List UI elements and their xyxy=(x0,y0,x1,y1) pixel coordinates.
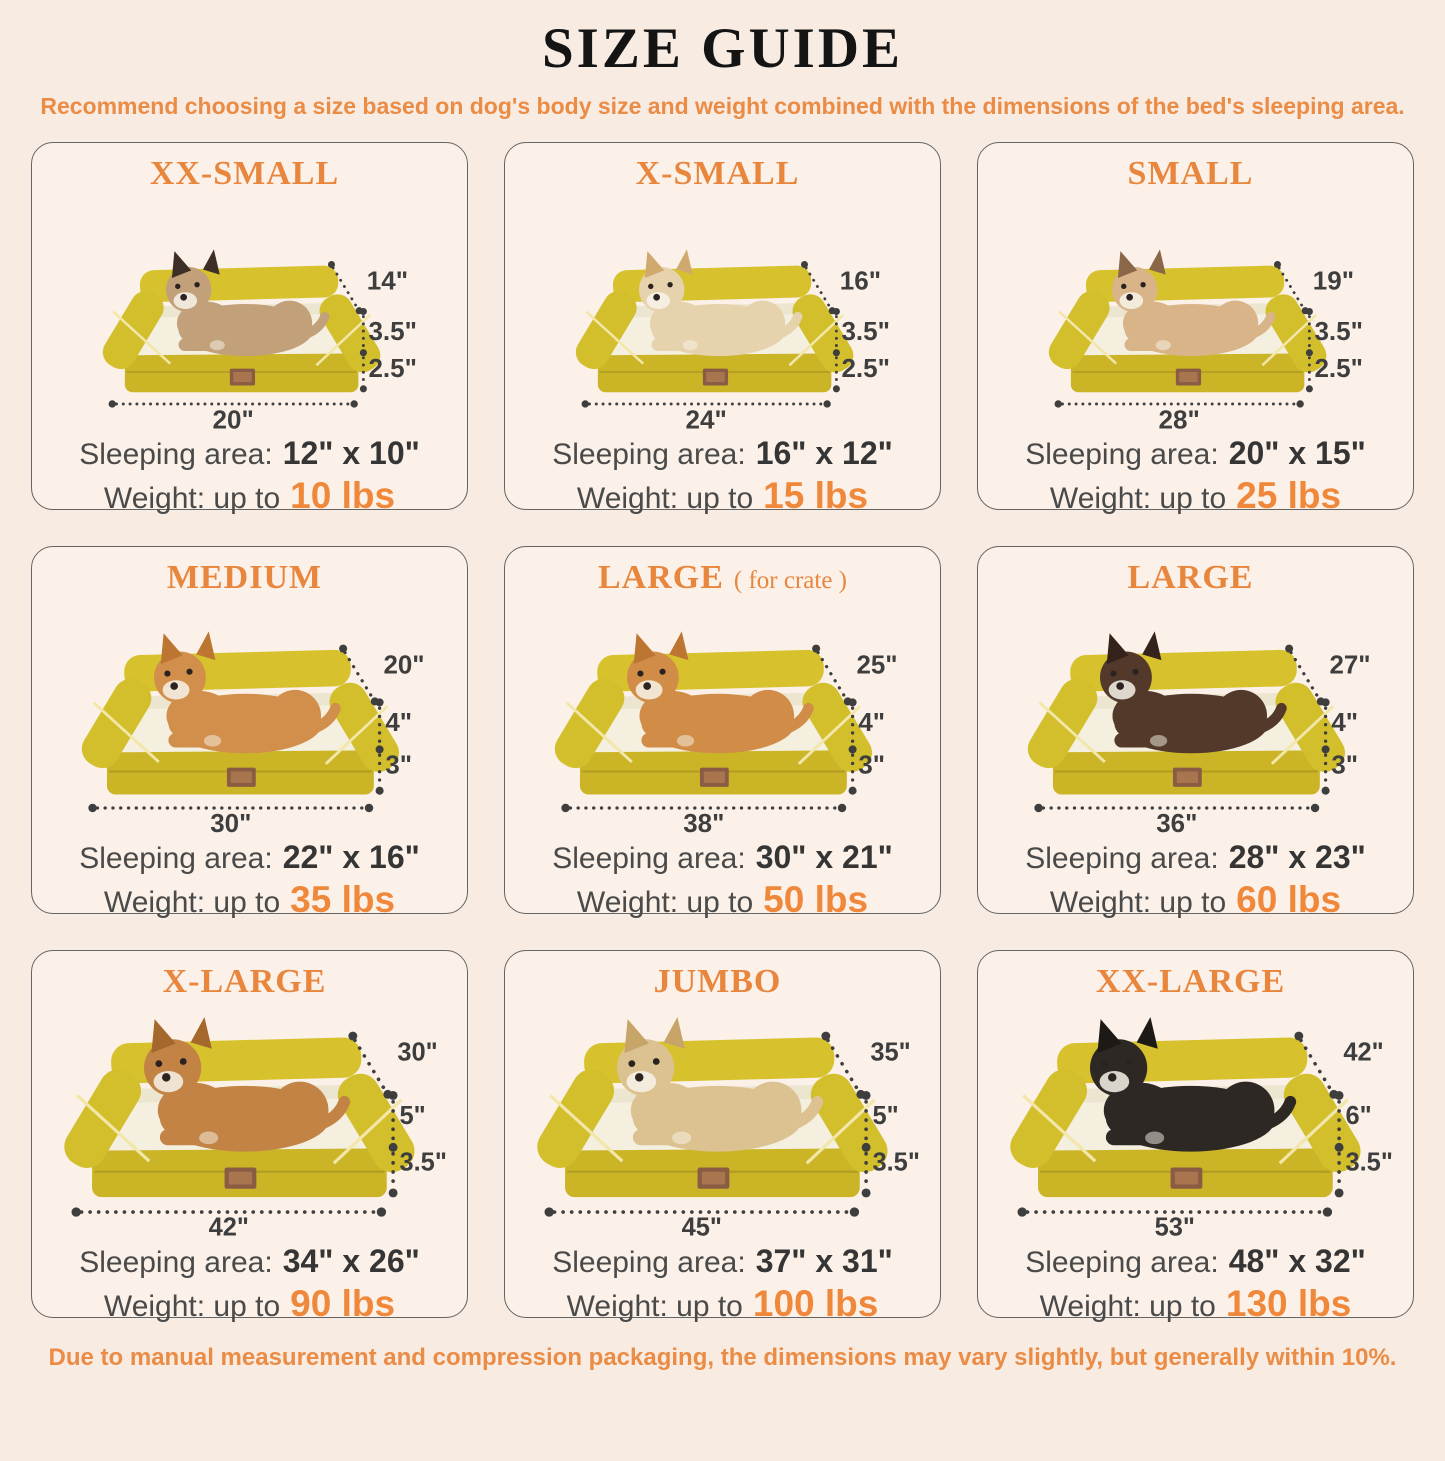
depth-dimension-label: 20" xyxy=(382,650,425,680)
base-height-label: 3" xyxy=(1330,750,1358,780)
size-card-medium xyxy=(31,546,468,920)
card-title: XX-SMALL xyxy=(149,155,340,192)
size-card-small xyxy=(977,142,1414,516)
base-height-label: 3" xyxy=(384,750,412,780)
bed-illustration xyxy=(77,229,421,435)
card-title: X-SMALL xyxy=(635,155,800,192)
bed-illustration xyxy=(32,992,467,1242)
page-title: SIZE GUIDE xyxy=(541,17,904,80)
width-dimension-label: 24" xyxy=(685,404,727,435)
bolster-height-label: 5" xyxy=(871,1101,899,1131)
weight-line: Weight: up to 15 lbs xyxy=(576,475,869,516)
bolster-height-label: 5" xyxy=(398,1101,426,1131)
width-dimension-label: 36" xyxy=(1155,808,1197,838)
weight-line: Weight: up to 50 lbs xyxy=(576,879,869,920)
sleeping-area-line: Sleeping area: 34" x 26" xyxy=(79,1243,420,1279)
size-card-large-crate xyxy=(504,546,941,920)
bolster-height-label: 3.5" xyxy=(367,316,417,346)
bolster-height-label: 3.5" xyxy=(1313,316,1363,346)
page-subtitle: Recommend choosing a size based on dog's body size and weight combined with the dimensions of the bed's sleeping area. xyxy=(40,93,1405,119)
card-title: X-LARGE xyxy=(162,963,327,1000)
card-title: LARGE xyxy=(1127,559,1254,596)
base-height-label: 2.5" xyxy=(840,353,890,383)
base-height-label: 3.5" xyxy=(398,1148,447,1178)
width-dimension-label: 30" xyxy=(209,808,251,838)
weight-line: Weight: up to 60 lbs xyxy=(1049,879,1342,920)
sleeping-area-line: Sleeping area: 20" x 15" xyxy=(1025,435,1366,471)
depth-dimension-label: 27" xyxy=(1328,650,1371,680)
sleeping-area-line: Sleeping area: 48" x 32" xyxy=(1025,1243,1366,1279)
depth-dimension-label: 14" xyxy=(366,266,408,296)
card-title: MEDIUM xyxy=(166,559,323,596)
depth-dimension-label: 42" xyxy=(1342,1038,1384,1067)
bolster-height-label: 4" xyxy=(384,708,412,737)
weight-line: Weight: up to 35 lbs xyxy=(103,879,396,920)
base-height-label: 3" xyxy=(857,750,885,780)
base-height-label: 3.5" xyxy=(1344,1148,1393,1178)
width-dimension-label: 45" xyxy=(681,1213,722,1242)
weight-line: Weight: up to 100 lbs xyxy=(566,1283,879,1324)
bed-illustration xyxy=(1023,229,1367,435)
bed-illustration xyxy=(550,229,894,435)
size-card-xx-large xyxy=(977,950,1414,1324)
bolster-height-label: 4" xyxy=(1330,708,1358,737)
bed-illustration xyxy=(978,992,1413,1242)
width-dimension-label: 28" xyxy=(1158,404,1200,435)
depth-dimension-label: 16" xyxy=(839,266,881,296)
bed-illustration xyxy=(526,608,920,838)
sleeping-area-line: Sleeping area: 30" x 21" xyxy=(552,839,893,875)
base-height-label: 2.5" xyxy=(367,353,417,383)
bolster-height-label: 3.5" xyxy=(840,316,890,346)
depth-dimension-label: 19" xyxy=(1312,266,1354,296)
card-title: JUMBO xyxy=(653,963,782,1000)
size-card-xx-small xyxy=(31,142,468,516)
bed-illustration xyxy=(505,992,940,1242)
depth-dimension-label: 35" xyxy=(869,1038,911,1067)
size-card-x-large xyxy=(31,950,468,1324)
card-title: SMALL xyxy=(1127,155,1254,192)
size-card-jumbo xyxy=(504,950,941,1324)
sleeping-area-line: Sleeping area: 16" x 12" xyxy=(552,435,893,471)
sleeping-area-line: Sleeping area: 12" x 10" xyxy=(79,435,420,471)
size-card-grid xyxy=(0,142,1445,1324)
bed-illustration xyxy=(999,608,1393,838)
bed-illustration xyxy=(53,608,447,838)
card-title: LARGE ( for crate ) xyxy=(597,559,848,596)
page-footnote: Due to manual measurement and compression packaging, the dimensions may vary slightly, but generally within 10%. xyxy=(48,1344,1397,1371)
size-card-x-small xyxy=(504,142,941,516)
bolster-height-label: 4" xyxy=(857,708,885,737)
depth-dimension-label: 25" xyxy=(855,650,898,680)
bolster-height-label: 6" xyxy=(1344,1101,1372,1131)
base-height-label: 3.5" xyxy=(871,1148,920,1178)
width-dimension-label: 42" xyxy=(208,1213,249,1242)
sleeping-area-line: Sleeping area: 28" x 23" xyxy=(1025,839,1366,875)
width-dimension-label: 53" xyxy=(1154,1213,1195,1242)
sleeping-area-line: Sleeping area: 22" x 16" xyxy=(79,839,420,875)
sleeping-area-line: Sleeping area: 37" x 31" xyxy=(552,1243,893,1279)
width-dimension-label: 38" xyxy=(682,808,724,838)
weight-line: Weight: up to 130 lbs xyxy=(1039,1283,1352,1324)
size-card-large xyxy=(977,546,1414,920)
weight-line: Weight: up to 90 lbs xyxy=(103,1283,396,1324)
depth-dimension-label: 30" xyxy=(396,1038,438,1067)
size-note: ( for crate ) xyxy=(733,567,848,594)
card-title: XX-LARGE xyxy=(1095,963,1286,1000)
weight-line: Weight: up to 25 lbs xyxy=(1049,475,1342,516)
weight-line: Weight: up to 10 lbs xyxy=(103,475,396,516)
base-height-label: 2.5" xyxy=(1313,353,1363,383)
width-dimension-label: 20" xyxy=(212,404,254,435)
